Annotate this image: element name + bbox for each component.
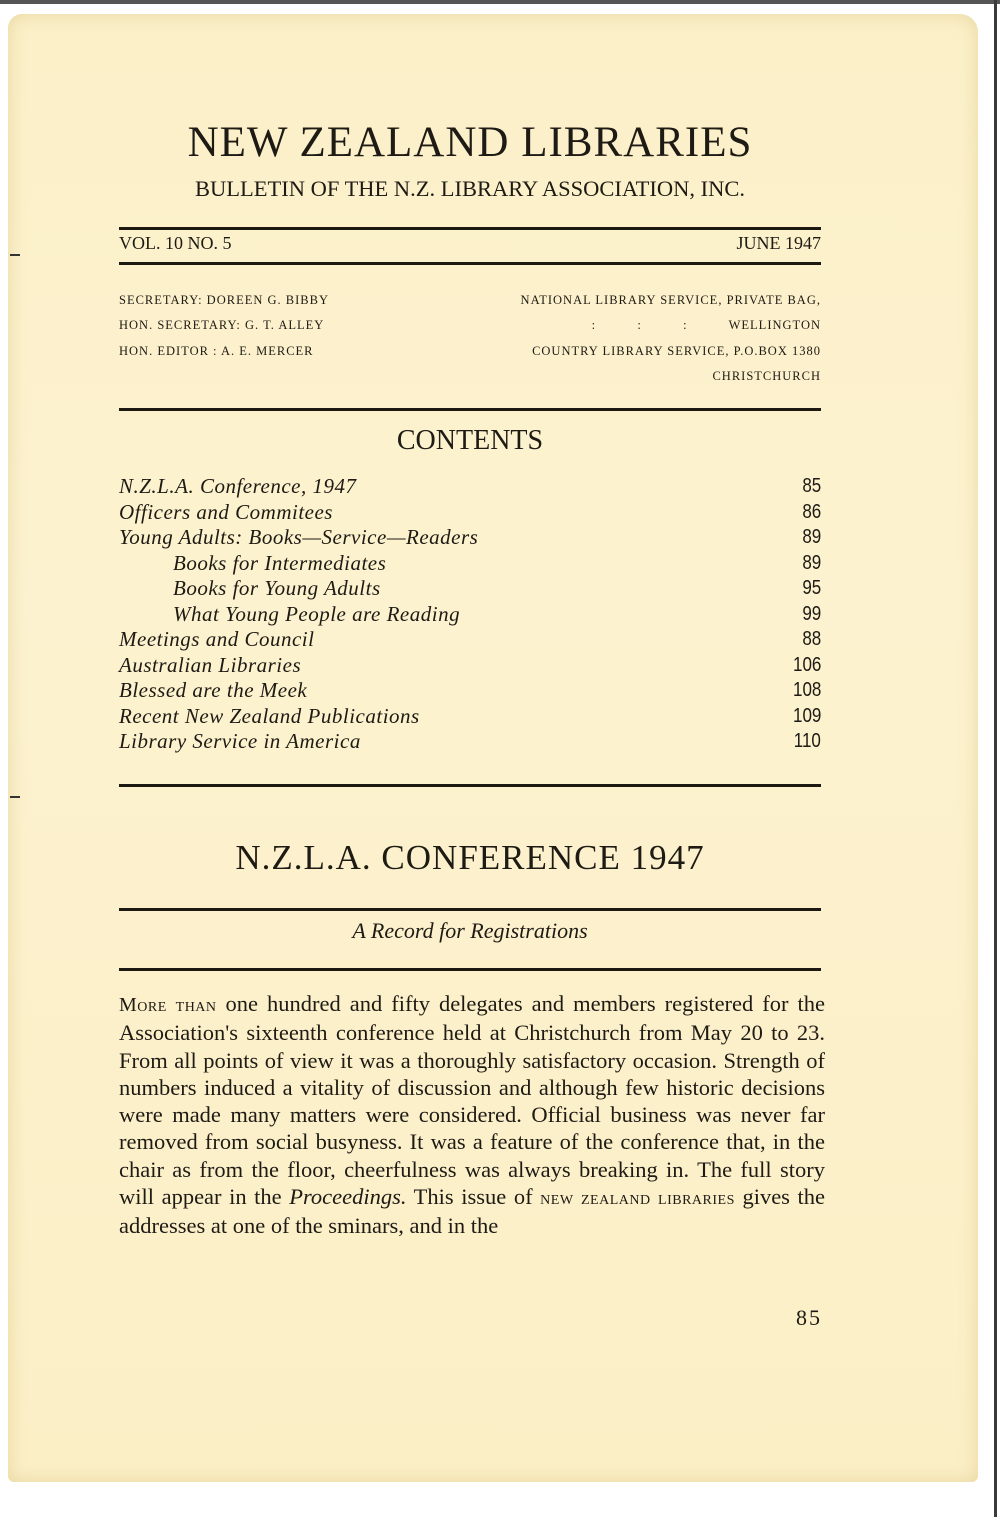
toc-entry bbox=[119, 474, 821, 500]
toc-title: Recent New Zealand Publications bbox=[119, 703, 420, 728]
toc-entry bbox=[119, 704, 821, 730]
toc-page: 86 bbox=[802, 500, 821, 523]
toc-entry bbox=[119, 678, 821, 704]
toc-page: 89 bbox=[802, 526, 821, 548]
officer-hon-secretary: HON. SECRETARY: G. T. ALLEY bbox=[119, 318, 325, 332]
issue-date: JUNE 1947 bbox=[736, 233, 821, 253]
punch-mark bbox=[10, 796, 20, 798]
toc-page: 88 bbox=[802, 628, 821, 650]
address-line: CHRISTCHURCH bbox=[712, 369, 821, 383]
contents-heading: CONTENTS bbox=[396, 425, 544, 456]
toc-page: 95 bbox=[802, 577, 821, 599]
toc-title: Young Adults: Books—Service—Readers bbox=[119, 525, 479, 549]
article-body bbox=[119, 990, 825, 1240]
toc-entry bbox=[119, 525, 821, 551]
address-line: COUNTRY LIBRARY SERVICE, P.O.BOX 1380 bbox=[532, 344, 821, 358]
toc-title: Library Service in America bbox=[119, 729, 361, 753]
toc-page: 110 bbox=[793, 730, 821, 752]
toc-entry bbox=[119, 500, 821, 526]
article-paragraph bbox=[119, 990, 825, 1240]
body-text: one hundred and fifty delegates and members registered for the Association's sixteenth conference held at Christchurch from May 20 to 23. From all points of view it was a thoroughly satisfactory occasion. Strength of numbers induced a vitality of discussion and although few historic decisions were made many matters were considered. Official business was never far removed from social busyness. It was a feature of the conference that, in the chair as from the floor, cheerfulness was always breaking in. The full story will appear in the bbox=[119, 991, 825, 1210]
toc-page: 108 bbox=[792, 679, 821, 701]
masthead-title: NEW ZEALAND LIBRARIES bbox=[187, 119, 753, 166]
toc-page: 109 bbox=[792, 704, 821, 727]
body-text: gives the addresses at one of the sminars, and in the bbox=[119, 1184, 826, 1239]
toc-title: Australian Libraries bbox=[119, 652, 302, 677]
toc-page: 89 bbox=[802, 551, 821, 574]
scan-frame-right bbox=[994, 0, 997, 1517]
toc-title: N.Z.L.A. Conference, 1947 bbox=[119, 474, 357, 498]
table-of-contents bbox=[119, 474, 821, 755]
toc-page: 99 bbox=[802, 602, 821, 625]
divider bbox=[119, 968, 821, 971]
divider bbox=[119, 908, 821, 911]
toc-title: Blessed are the Meek bbox=[119, 678, 308, 702]
journal-name: new zealand libraries bbox=[540, 1187, 735, 1210]
masthead-subtitle: BULLETIN OF THE N.Z. LIBRARY ASSOCIATION, INC. bbox=[194, 176, 745, 201]
divider bbox=[119, 784, 821, 787]
volume-number: VOL. 10 NO. 5 bbox=[119, 233, 232, 253]
punch-mark bbox=[10, 254, 20, 256]
toc-title: Officers and Commitees bbox=[119, 499, 333, 524]
toc-entry bbox=[119, 653, 821, 679]
body-text: This issue of bbox=[406, 1184, 541, 1210]
divider bbox=[119, 408, 821, 411]
scan-frame-top bbox=[0, 0, 1000, 4]
address-line: NATIONAL LIBRARY SERVICE, PRIVATE BAG, bbox=[520, 293, 821, 307]
article-heading: N.Z.L.A. CONFERENCE 1947 bbox=[235, 838, 705, 877]
toc-page: 85 bbox=[802, 475, 821, 497]
toc-title: Meetings and Council bbox=[119, 627, 315, 651]
toc-entry bbox=[119, 551, 821, 577]
lead-in: More than bbox=[119, 994, 217, 1016]
toc-entry bbox=[119, 602, 821, 628]
article-subheading: A Record for Registrations bbox=[352, 918, 588, 943]
divider bbox=[119, 262, 821, 265]
toc-page: 106 bbox=[792, 653, 821, 676]
officer-secretary: SECRETARY: DOREEN G. BIBBY bbox=[119, 293, 329, 307]
toc-title: Books for Young Adults bbox=[173, 576, 381, 600]
toc-title: What Young People are Reading bbox=[173, 601, 461, 626]
address-line: : : : WELLINGTON bbox=[591, 318, 821, 332]
toc-entry bbox=[119, 627, 821, 653]
divider bbox=[119, 227, 821, 230]
toc-entry bbox=[119, 576, 821, 602]
page-number: 85 bbox=[796, 1305, 822, 1330]
publication-title: Proceedings. bbox=[289, 1184, 407, 1210]
toc-title: Books for Intermediates bbox=[173, 550, 387, 575]
officer-hon-editor: HON. EDITOR : A. E. MERCER bbox=[119, 344, 314, 358]
toc-entry bbox=[119, 729, 821, 755]
